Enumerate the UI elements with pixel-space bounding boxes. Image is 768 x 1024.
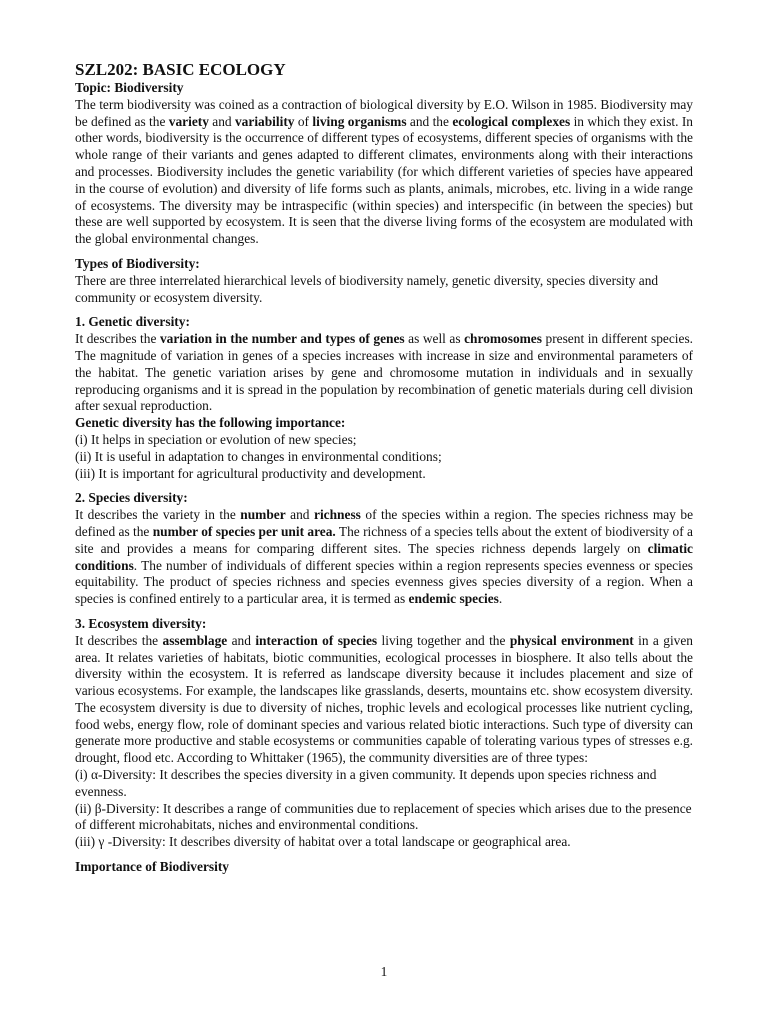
genetic-paragraph: It describes the variation in the number and types of genes as well as chromosomes present in different species. The magnitude of variation in genes of a species increases with increase in size and environmental parameters of the habitat. The genetic variation arises by gene and chromosome mutation in individuals and in sexually reproducing organisms and it is spread in the population by recombination of genetic materials during cell division after sexual reproduction. — [75, 331, 694, 414]
list-item: (iii) It is important for agricultural productivity and development. — [75, 465, 426, 481]
list-item: (iii) γ -Diversity: It describes diversity of habitat over a total landscape or geographical area. — [75, 834, 571, 850]
ecosystem-heading: 3. Ecosystem diversity: — [75, 615, 207, 631]
list-item: (i) α-Diversity: It describes the species diversity in a given community. It depends upon species richness and evenness. — [75, 767, 657, 799]
page-number: 1 — [380, 964, 388, 979]
species-heading: 2. Species diversity: — [75, 490, 188, 506]
list-item: (i) It helps in speciation or evolution of new species; — [75, 431, 357, 447]
ecosystem-paragraph: It describes the assemblage and interaction of species living together and the physical environment in a given area. It relates varieties of habitats, biotic communities, ecological processes in biosphere. It also tells about the diversity within the ecosystem. It is referred as landscape diversity because it includes placement and size of various ecosystems. For example, the landscapes like grasslands, deserts, mountains etc. show ecosystem diversity. The ecosystem diversity is due to diversity of niches, trophic levels and ecological processes like nutrient cycling, food webs, energy flow, role of dominant species and various related biotic interactions. Such type of diversity can generate more productive and stable ecosystems or communities capable of tolerating various types of stresses e.g. drought, flood etc. According to Whittaker (1965), the community diversities are of three types: — [75, 632, 693, 766]
types-paragraph: There are three interrelated hierarchical levels of biodiversity namely, genetic diversity, species diversity and community or ecosystem diversity. — [75, 272, 659, 305]
topic-line: Topic: Biodiversity — [75, 80, 184, 95]
species-paragraph: It describes the variety in the number and richness of the species within a region. The species richness may be defined as the number of species per unit area. The richness of a species tells about the extent of biodiversity of a site and provides a means for comparing different sites. The species richness depends largely on climatic conditions. The number of individuals of different species within a region represents species evenness or species equitability. The product of species richness and species evenness gives species diversity of a region. When a species is confined entirely to a particular area, it is termed as endemic species. — [75, 507, 694, 607]
importance-heading: Importance of Biodiversity — [75, 859, 229, 875]
list-item: (ii) It is useful in adaptation to changes in environmental conditions; — [75, 448, 442, 464]
genetic-heading: 1. Genetic diversity: — [75, 314, 190, 330]
list-item: (ii) β-Diversity: It describes a range of communities due to replacement of species which arises due to the presence of different microhabitats, niches and environmental conditions. — [75, 800, 692, 833]
types-heading: Types of Biodiversity: — [75, 255, 200, 271]
document-page — [75, 60, 693, 876]
genetic-importance-heading: Genetic diversity has the following importance: — [75, 415, 346, 431]
intro-paragraph: The term biodiversity was coined as a contraction of biological diversity by E.O. Wilson in 1985. Biodiversity may be defined as the variety and variability of living organisms and the ecological complexes in which they exist. In other words, biodiversity is the occurrence of different types of ecosystems, different species of organisms with the whole range of their variants and genes adapted to different climates, environments along with their interactions and processes. Biodiversity includes the genetic variability (for which different varieties of species have appeared in the course of evolution) and diversity of life forms such as plants, animals, microbes, etc. living in a wide range of ecosystems. The diversity may be intraspecific (within species) and interspecific (in between the species) but these are well supported by ecosystem. It is seen that the diverse living forms of the ecosystem are modulated with the global environmental changes. — [75, 96, 693, 247]
document-title: SZL202: BASIC ECOLOGY — [75, 60, 286, 79]
